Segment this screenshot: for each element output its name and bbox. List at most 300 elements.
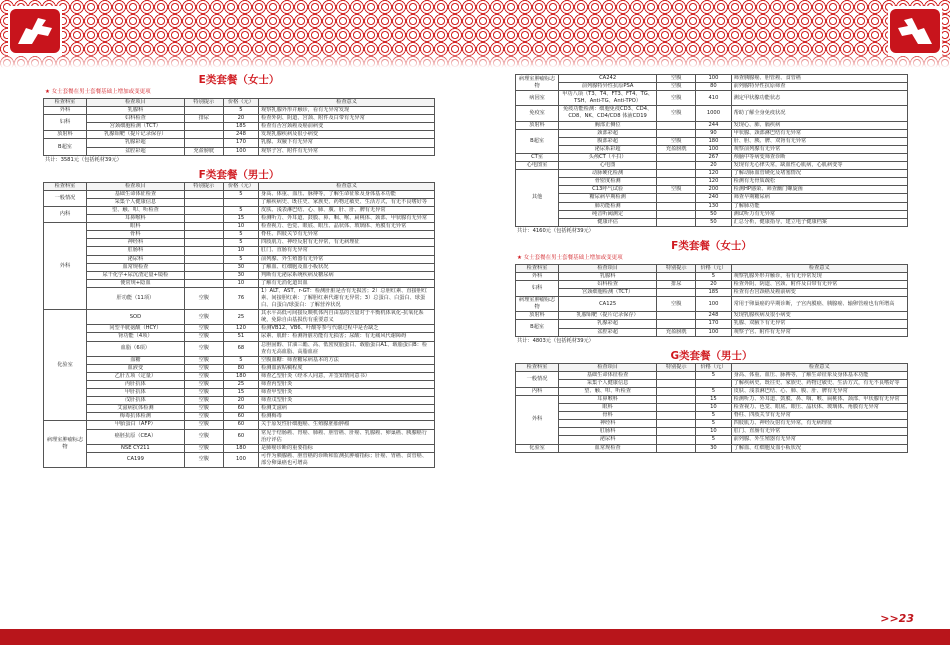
item-cell: CA199 [87,452,185,467]
col-header: 检查项目 [87,182,185,190]
table-row [44,239,435,247]
tip-cell [184,223,223,231]
item-cell: SOD [87,310,185,325]
meaning-cell: 可作为胰腺癌、胆管癌的诊断和监测抗肿瘤指标；肝癌、胃癌、食管癌、部分卵巢癌也可增高 [259,452,435,467]
meaning-cell: 四肢肌力、神经反射有无异常，有无病理征 [731,420,907,428]
table-row [516,83,908,91]
item-cell: 甲功八项（T3、T4、FT3、FT4、TG、TSH、Anti-TG、Anti-TPO） [559,91,657,106]
col-header: 价格（元） [696,264,731,272]
dept-cell: 妇科 [44,115,87,131]
price-cell: 5 [696,412,731,420]
table-row [44,255,435,263]
item-cell: C13呼气试验 [559,186,657,194]
item-cell: 前列腺特异性抗原PSA [559,83,657,91]
item-cell: 泌尿科 [559,436,657,444]
price-cell: 30 [696,444,731,452]
item-cell: 耳鼻喉科 [559,396,657,404]
meaning-cell: 关于原发性肝细胞癌、生殖腺胚胎肿瘤 [259,421,435,429]
tip-cell [657,379,696,387]
dept-cell: 内科 [516,387,559,395]
item-cell: 肛肠科 [559,428,657,436]
table-row [44,287,435,309]
item-cell: 妇科检查 [87,115,185,123]
meaning-cell: 筛查甲型肝炎 [259,389,435,397]
col-header: 检查项目 [559,363,657,371]
meaning-cell: 检测听力、外耳道、鼓膜、鼻、咽、喉、扁桃体、颈部、甲状腺有无异常 [731,396,907,404]
table-row [516,444,908,452]
table-row [516,121,908,129]
table-row [516,210,908,218]
price-cell: 185 [696,289,731,297]
meaning-cell: 检测听力、外耳道、鼓膜、鼻、咽、喉、扁桃体、颈部、甲状腺有无异常 [259,215,435,223]
meaning-cell: 观察乳腺外形并触诊，看有无异常发现 [259,107,435,115]
table-row [516,420,908,428]
price-cell: 5 [696,420,731,428]
tip-cell: 空腹 [184,444,223,452]
meaning-cell: 观察乳腺外形并触诊，看有无异常发现 [731,272,907,280]
meaning-cell: 肛门、直肠有无异常 [259,247,435,255]
item-cell: CA125 [559,297,657,312]
price-cell: 20 [696,162,731,170]
meaning-cell: 四肢肌力、神经反射有无异常，有无病理征 [259,239,435,247]
meaning-cell: 测试听力有无异常 [731,210,907,218]
tip-cell [657,202,696,210]
table-row [516,371,908,379]
meaning-cell: 甲状腺、颈部淋巴结有无异常 [731,129,907,137]
item-cell: 乳腺钼靶（提片记录保存） [87,131,185,139]
table-row [516,379,908,387]
table-row [44,381,435,389]
item-cell: 甲胎蛋白（AFP） [87,421,185,429]
table-row [44,444,435,452]
item-cell: 免疫功能检测：细胞免疫CD3、CD4、CD8、NK、CD4/CD8 体液CD19 [559,106,657,121]
dept-cell: 外科 [44,223,87,310]
meaning-cell: 常见于结肠癌、胃癌、肺癌、胆管癌、肝癌、乳腺癌、卵巢癌、胰腺癌行治疗评估 [259,429,435,444]
item-cell: 心电图 [559,162,657,170]
item-cell: 头颅CT（平扫） [559,153,657,161]
tip-cell: 空腹 [184,421,223,429]
price-cell: 60 [223,429,258,444]
price-cell: 25 [223,381,258,389]
tip-cell [184,123,223,131]
table-row [44,231,435,239]
tip-cell: 空腹 [184,287,223,309]
meaning-cell: 发现心、肺、膈疾病 [731,121,907,129]
meaning-cell: 总胆固醇、甘油三酯、高、低密度脂蛋白、载脂蛋白A1、载脂蛋白B：检查有无高血脂、高脂血症 [259,341,435,356]
tip-cell [184,231,223,239]
tip-cell: 空腹 [184,341,223,356]
price-cell: 100 [223,452,258,467]
price-cell: 80 [223,364,258,372]
price-cell: 5 [223,239,258,247]
meaning-cell: 筛查早期糖尿病 [731,194,907,202]
item-cell: NSE CY211 [87,444,185,452]
package-total: 共计：4803元（包括耗材39元） [517,337,594,344]
price-cell: 30 [223,271,258,279]
meaning-cell: 前列腺、外生殖器有无异常 [259,255,435,263]
item-cell: 戊肝抗体 [87,397,185,405]
col-header: 检查意义 [259,182,435,190]
tip-cell [184,139,223,147]
price-cell: 120 [223,325,258,333]
item-cell: 纯音听阈测定 [559,210,657,218]
meaning-cell: 检查视力、色觉、眼底、眼压、晶状体、玻璃体、角膜有无异常 [259,223,435,231]
table-row [516,412,908,420]
meaning-cell: 其水平高低可间接反映机体内自由基的含量对于平衡机体氧化-抗氧化系统，免除自由基损伤有重要意义 [259,310,435,325]
col-header: 特别提示 [657,363,696,371]
dept-cell: 外科 [516,272,559,280]
tip-cell [184,279,223,287]
dept-cell: B超室 [44,139,87,155]
dept-cell: B超室 [516,129,559,153]
tip-cell: 充盈膀胱 [657,145,696,153]
table-row [516,145,908,153]
tip-cell [657,320,696,328]
meaning-cell: 皮肤、浅表淋巴结、心、肺、腹、肝、肝、脾有无异常 [259,206,435,214]
meaning-cell: 筛查胰腺癌、胆管癌、食管癌 [731,75,907,83]
dept-cell: 免疫室 [516,106,559,121]
dept-cell: 放射科 [516,121,559,129]
price-cell: 170 [696,320,731,328]
tip-cell [184,215,223,223]
meaning-cell: 了解血、红细胞及血小板状况 [259,263,435,271]
item-cell: 妇科检查 [559,280,657,288]
meaning-cell: 尿素、肌酐：检测肾脏功能有无损害；尿酸：有无痛风代谢障碍 [259,333,435,341]
dept-cell: 化验室 [44,310,87,421]
dept-cell: 一般情况 [44,190,87,206]
table-row [516,396,908,404]
item-cell: 采集个人健康信息 [87,198,185,206]
price-cell: 267 [696,153,731,161]
price-cell: 100 [696,145,731,153]
item-cell: 颈部彩超 [559,129,657,137]
item-cell: 血液变 [87,364,185,372]
tip-cell: 空腹 [184,452,223,467]
table-row [516,178,908,186]
item-cell: 盆腔彩超 [559,328,657,336]
tip-cell: 空腹 [657,91,696,106]
table-row [516,312,908,320]
meaning-cell: 肛门、直肠有无异常 [731,428,907,436]
meaning-cell: 检查有否宫颈癌及癌前病变 [259,123,435,131]
price-cell: 10 [223,247,258,255]
price-cell: 20 [223,397,258,405]
tip-cell: 空腹 [184,372,223,380]
left-column [43,74,435,468]
price-cell: 15 [223,215,258,223]
price-cell: 80 [696,83,731,91]
dept-cell: 其他 [516,170,559,227]
price-cell: 248 [696,312,731,320]
meaning-cell: 了解血、红细胞及血小板状况 [731,444,907,452]
price-cell: 5 [223,107,258,115]
price-cell [696,379,731,387]
tip-cell: 空腹 [184,397,223,405]
item-cell: 糖尿病早期检测 [559,194,657,202]
table-row [44,429,435,444]
meaning-cell: 了解肺功能 [731,202,907,210]
item-cell: 眼科 [559,404,657,412]
table-row [516,129,908,137]
table-row [44,310,435,325]
tip-cell [657,129,696,137]
meaning-cell: 观察前列腺有无异常 [731,145,907,153]
item-cell: 神经科 [559,420,657,428]
tip-cell [657,396,696,404]
tip-cell [657,210,696,218]
meaning-cell: 检查外阴、阴道、宫颈、附件及白带有无异常 [259,115,435,123]
item-cell: 乳腺钼靶（提片记录保存） [559,312,657,320]
item-cell: 宫颈细胞检测（TCT） [87,123,185,131]
item-cell: 血脂（6项） [87,341,185,356]
price-cell: 20 [696,280,731,288]
tip-cell [184,247,223,255]
tip-cell [184,198,223,206]
package-title: F类套餐（男士） [198,168,280,181]
package-total: 共计：4160元（包括耗材39元） [517,227,594,234]
item-cell: 腹部彩超 [559,137,657,145]
table-row [44,223,435,231]
price-cell: 100 [696,297,731,312]
package-f-female-table [515,264,908,337]
price-cell: 68 [223,341,258,356]
col-header: 价格（元） [696,363,731,371]
item-cell: 骨科 [87,231,185,239]
item-cell: 泌尿科 [87,255,185,263]
price-cell: 25 [223,310,258,325]
table-row [44,215,435,223]
dept-cell: 内科 [44,206,87,222]
item-cell: 神经科 [87,239,185,247]
dept-cell: 外科 [44,107,87,115]
table-row [44,325,435,333]
package-title: F类套餐（女士） [671,239,752,252]
tip-cell [184,190,223,198]
table-row [516,436,908,444]
item-cell: 望、触、叩、听检查 [559,387,657,395]
col-header: 检查项目 [559,264,657,272]
meaning-cell: 检测VB12、VB6、叶酸等参与代谢过程中是否缺乏 [259,325,435,333]
meaning-cell: 测定甲状腺功能状态 [731,91,907,106]
tip-cell: 空腹 [184,381,223,389]
meaning-cell: 了解疾病史、既往史、家族史、药物过敏史、生活方式，有无不良嗜好等 [259,198,435,206]
price-cell: 5 [696,387,731,395]
table-row [516,170,908,178]
price-cell: 200 [696,186,731,194]
price-cell: 185 [223,123,258,131]
table-row [516,137,908,145]
tip-cell: 空腹 [657,186,696,194]
tip-cell [657,289,696,297]
tip-cell: 空腹 [184,413,223,421]
tip-cell: 空腹 [184,389,223,397]
table-row [516,153,908,161]
table-row [516,218,908,226]
tip-cell [657,420,696,428]
table-row [516,186,908,194]
item-cell: 便常规+隐血 [87,279,185,287]
price-cell: 240 [696,194,731,202]
tip-cell [657,194,696,202]
price-cell: 130 [696,202,731,210]
meaning-cell: 乳腺、双腋下有无异常 [259,139,435,147]
col-header: 检查意义 [731,264,907,272]
dept-cell: B超室 [516,320,559,336]
price-cell: 120 [696,170,731,178]
dept-cell: CT室 [516,153,559,161]
price-cell: 100 [696,75,731,83]
dept-cell: 病理室肿瘤标志物 [516,297,559,312]
item-cell: 泌尿系彩超 [559,145,657,153]
tip-cell [657,404,696,412]
dept-cell: 病理室肿瘤标志物 [44,421,87,468]
meaning-cell: 了解有无消化道出血 [259,279,435,287]
table-row [516,194,908,202]
table-row [44,372,435,380]
table-row [44,333,435,341]
item-cell: 盆腔彩超 [87,147,185,155]
col-header: 检查科室 [44,182,87,190]
price-cell: 5 [223,190,258,198]
price-cell: 100 [223,147,258,155]
price-cell: 410 [696,91,731,106]
col-header: 特别提示 [184,99,223,107]
price-cell: 170 [223,139,258,147]
price-cell: 120 [696,178,731,186]
table-row [44,107,435,115]
price-cell: 10 [223,279,258,287]
table-row [516,272,908,280]
page-number: >>23 [880,612,914,625]
dept-cell: 放射科 [516,312,559,320]
table-row [516,404,908,412]
meaning-cell: 脊柱、四肢关节有无异常 [259,231,435,239]
col-header: 检查科室 [44,99,87,107]
meaning-cell: 判断有无泌尿系统疾病及糖尿病 [259,271,435,279]
price-cell: 50 [696,210,731,218]
table-row [516,280,908,288]
item-cell: 基础生命体征检查 [559,371,657,379]
table-row [44,397,435,405]
col-header: 检查意义 [259,99,435,107]
tip-cell: 空腹 [184,310,223,325]
meaning-cell: 检测血液粘稠程度 [259,364,435,372]
item-cell: 健康评估 [559,218,657,226]
table-row [44,190,435,198]
price-cell: 1000 [696,106,731,121]
meaning-cell: 检测HP感染、筛查幽门螺旋菌 [731,186,907,194]
package-note: ★ 女士套餐在男士套餐基础上增加或变更项 [45,89,151,95]
tip-cell [657,178,696,186]
tip-cell [184,107,223,115]
item-cell: 乳腺科 [559,272,657,280]
item-cell: CA242 [559,75,657,83]
table-row [44,279,435,287]
price-cell: 5 [223,206,258,214]
price-cell: 60 [223,413,258,421]
price-cell: 60 [223,405,258,413]
item-cell: 梅毒抗体检测 [87,413,185,421]
table-row [44,131,435,139]
meaning-cell: 检测艾滋病 [259,405,435,413]
meaning-cell: 是肺癌诊断的重要指标 [259,444,435,452]
tip-cell [184,239,223,247]
item-cell: 宫颈细胞检测（TCT） [559,289,657,297]
item-cell: 甲肝抗体 [87,389,185,397]
meaning-cell: 了解疾病史、既往史、家族史、药物过敏史、生活方式，有无不良嗜好等 [731,379,907,387]
item-cell: 乳腺科 [87,107,185,115]
price-cell: 5 [696,436,731,444]
meaning-cell: 了解动脉血管硬化及堵塞情况 [731,170,907,178]
item-cell: 眼科 [87,223,185,231]
meaning-cell: 帮助了解全身免疫状况 [731,106,907,121]
table-row [516,289,908,297]
meaning-cell: 检测梅毒 [259,413,435,421]
table-row [44,341,435,356]
meaning-cell: 筛查戊型肝炎 [259,397,435,405]
item-cell: 血糖 [87,356,185,364]
price-cell: 20 [223,115,258,123]
tip-cell [184,206,223,214]
horse-seal-icon [888,6,942,56]
item-cell: 耳鼻喉科 [87,215,185,223]
meaning-cell: 空腹血糖：筛查糖尿病基本的方法 [259,356,435,364]
package-f-male-table [43,182,435,468]
tip-cell: 空腹 [184,429,223,444]
price-cell: 10 [223,223,258,231]
item-cell: 基础生命体征检查 [87,190,185,198]
tip-cell [657,371,696,379]
table-row [44,356,435,364]
tip-cell: 空腹 [184,364,223,372]
item-cell: 血常规检查 [87,263,185,271]
item-cell: 肝功能（11项） [87,287,185,309]
table-row [44,263,435,271]
table-row [516,91,908,106]
meaning-cell: 发现有无心律失常，缺血性心肌病，心肌病变等 [731,162,907,170]
tip-cell [184,263,223,271]
dept-cell: 妇科 [516,280,559,296]
price-cell: 180 [696,137,731,145]
meaning-cell: 检查外阴、阴道、宫颈、附件及白带有无异常 [731,280,907,288]
price-cell: 180 [223,444,258,452]
tip-cell: 空腹 [184,356,223,364]
table-row [516,328,908,336]
tip-cell: 充盈膀胱 [657,328,696,336]
tip-cell: 空腹 [657,106,696,121]
package-total: 共计：3581元（包括耗材39元） [45,156,122,163]
item-cell: 胸部正侧位 [559,121,657,129]
tip-cell [657,121,696,129]
price-cell: 248 [223,131,258,139]
price-cell: 180 [223,372,258,380]
item-cell: 血常规检查 [559,444,657,452]
tip-cell [657,162,696,170]
item-cell: 癌胚抗原（CEA） [87,429,185,444]
col-header: 价格（元） [223,182,258,190]
price-cell: 60 [223,421,258,429]
tip-cell [657,412,696,420]
package-e-table [43,98,435,156]
meaning-cell: 观察子宫、附件有无异常 [259,147,435,155]
item-cell: 采集个人健康信息 [559,379,657,387]
tip-cell [657,153,696,161]
table-row [44,123,435,131]
tip-cell: 排尿 [657,280,696,288]
horse-seal-icon [8,6,62,56]
tip-cell [657,218,696,226]
table-row [44,421,435,429]
